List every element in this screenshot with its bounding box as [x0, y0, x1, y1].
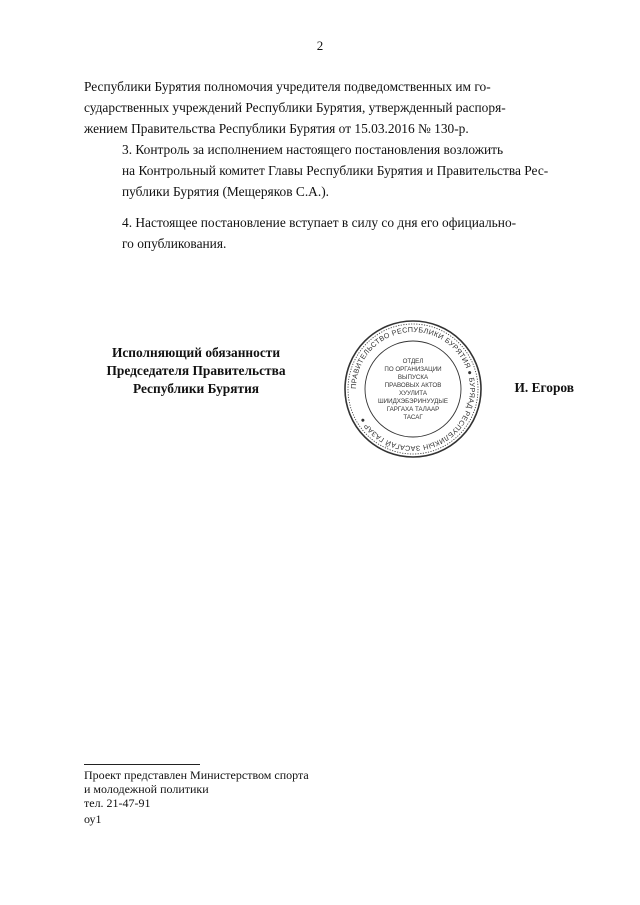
text-line: на Контрольный комитет Главы Республики Бурятия и Правительства Рес-	[122, 163, 549, 178]
text-line: публики Бурятия (Мещеряков С.А.).	[122, 184, 329, 199]
text-line: Республики Бурятия полномочия учредителя подведомственных им го-	[84, 79, 491, 94]
paragraph-continuation	[84, 76, 574, 139]
footnote-divider	[84, 764, 200, 765]
page-number: 2	[316, 38, 324, 53]
official-seal-stamp	[342, 318, 484, 460]
document-body	[84, 76, 574, 254]
seal-center-line: ТАСАГ	[403, 414, 423, 421]
text-line: 3. Контроль за исполнением настоящего постановления возложить	[122, 142, 504, 157]
seal-center-line: ОТДЕЛ	[402, 358, 424, 365]
document-code: оу1	[84, 812, 102, 826]
signatory-title-line: Исполняющий обязанности	[111, 345, 281, 360]
text-line: го опубликования.	[122, 236, 227, 251]
footnote	[84, 768, 309, 810]
signatory-title-line: Председателя Правительства	[106, 363, 286, 378]
seal-center-line: ШИИДХЭБЭРИНУУДЫЕ	[378, 398, 448, 405]
seal-ring-text: ПРАВИТЕЛЬСТВО РЕСПУБЛИКИ БУРЯТИЯ ● БУРЯАД РЕСПУБЛИКЫН ЗАСАГАЙ ГАЗАР ●	[348, 324, 478, 454]
signatory-name: И. Егоров	[514, 380, 574, 395]
footnote-line: тел. 21-47-91	[84, 796, 151, 810]
seal-center-line: ПО ОРГАНИЗАЦИИ	[384, 366, 442, 373]
signatory-title-line: Республики Бурятия	[132, 381, 260, 396]
seal-center-line: ВЫПУСКА	[397, 374, 429, 381]
footnote-line: Проект представлен Министерством спорта	[84, 768, 309, 782]
paragraph-item-3	[84, 139, 574, 202]
text-line: сударственных учреждений Республики Бурятия, утвержденный распоря-	[84, 100, 506, 115]
paragraph-item-4	[84, 212, 574, 254]
text-line: 4. Настоящее постановление вступает в силу со дня его официально-	[122, 215, 517, 230]
footnote-line: и молодежной политики	[84, 782, 209, 796]
seal-center-line: ХУУЛИТА	[399, 390, 427, 397]
text-line: жением Правительства Республики Бурятия от 15.03.2016 № 130-р.	[84, 121, 469, 136]
signatory-title	[84, 344, 308, 398]
seal-center-line: ПРАВОВЫХ АКТОВ	[384, 382, 442, 389]
seal-center-line: ГАРГАХА ТАЛААР	[386, 406, 440, 413]
